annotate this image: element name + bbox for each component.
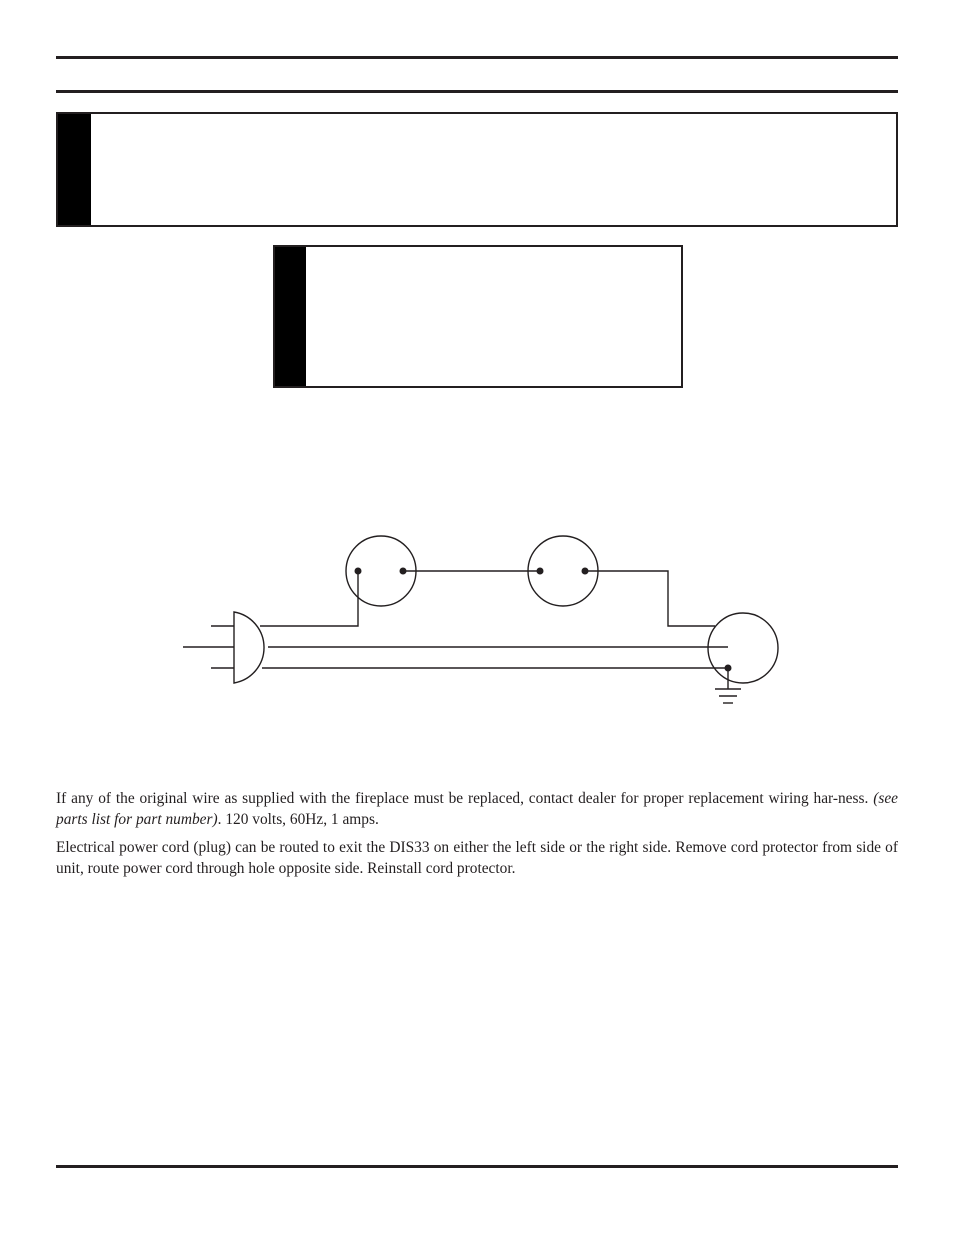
- parts-list-reference: (see parts list for part number): [56, 790, 898, 828]
- paragraph-wiring-replacement: [56, 788, 898, 830]
- terminal-left-b: [400, 568, 407, 575]
- warning-box-bar: [58, 114, 91, 225]
- caution-box: [273, 245, 683, 388]
- header-rule-bottom: [56, 90, 898, 93]
- terminal-middle-a: [537, 568, 544, 575]
- footer-rule: [56, 1165, 898, 1168]
- wire-middle-to-right: [585, 571, 715, 626]
- terminal-left-a: [355, 568, 362, 575]
- paragraph-wiring-replacement-text: If any of the original wire as supplied with the fireplace must be replaced, contact dealer for proper replacement wiring har-ness.: [56, 790, 869, 807]
- warning-box: [56, 112, 898, 227]
- terminal-ground: [725, 665, 732, 672]
- header-rule-top: [56, 56, 898, 59]
- wiring-diagram: [0, 520, 954, 720]
- paragraph-power-cord: Electrical power cord (plug) can be routed to exit the DIS33 on either the left side or the right side. Remove cord protector from side of unit, route power cord through hole opposite side. Reinstall cord protector.: [56, 839, 898, 877]
- terminal-middle-b: [582, 568, 589, 575]
- electrical-rating: . 120 volts, 60Hz, 1 amps.: [217, 811, 379, 828]
- wire-plug-to-left-component: [260, 571, 358, 626]
- caution-box-bar: [275, 247, 306, 386]
- plug-body: [234, 612, 264, 683]
- component-circle-right: [708, 613, 778, 683]
